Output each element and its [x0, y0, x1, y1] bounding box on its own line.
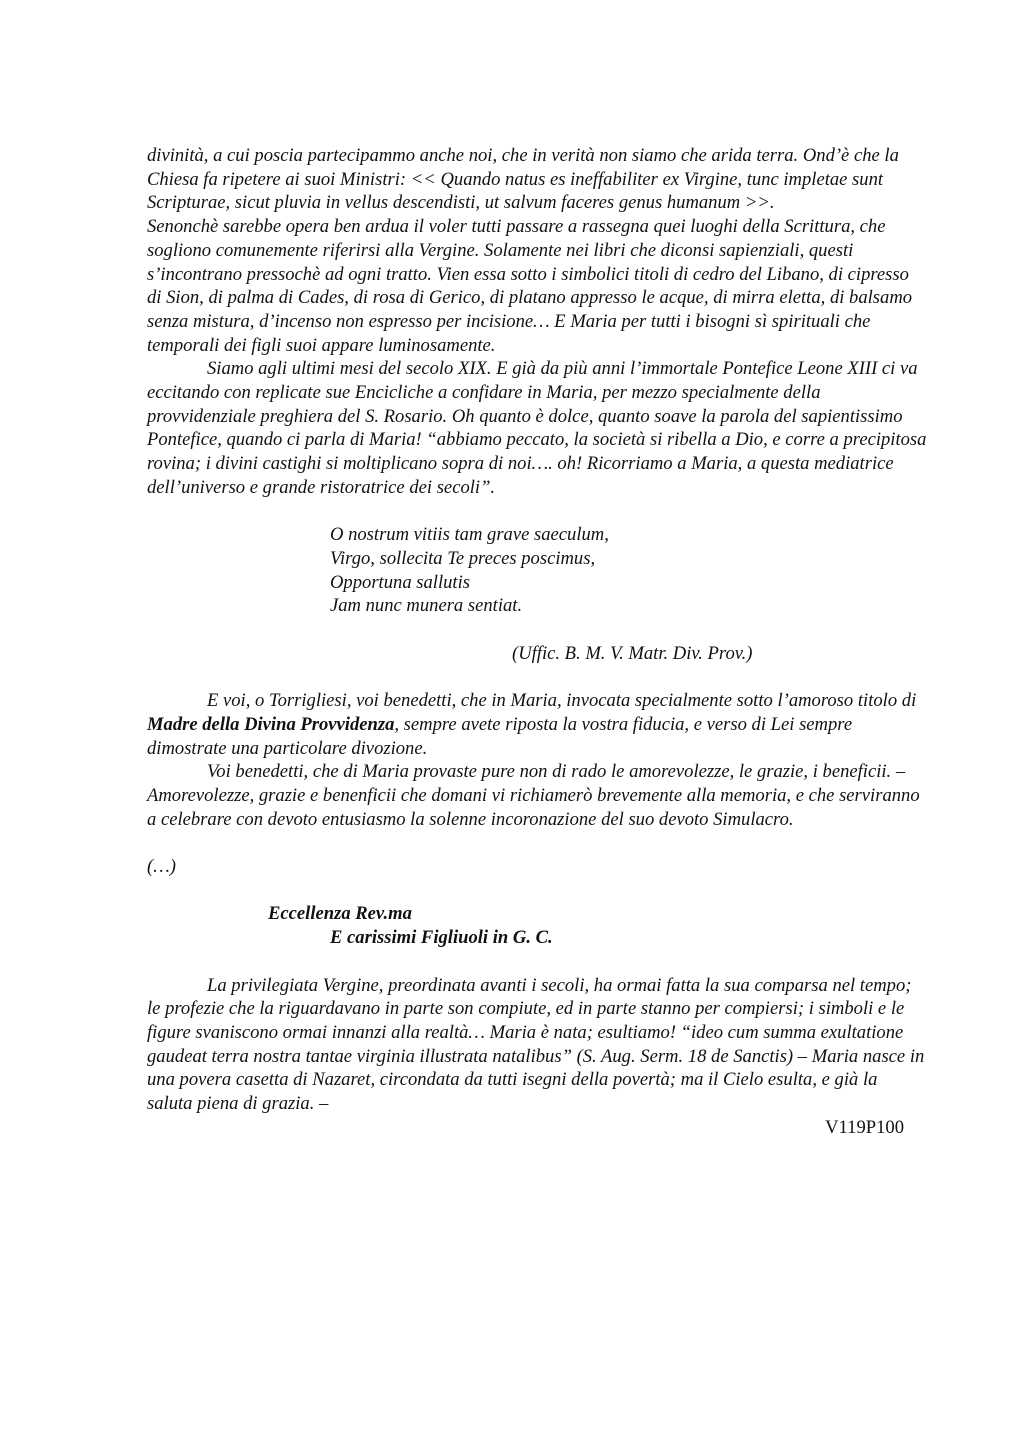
spacer [147, 665, 927, 689]
spacer [147, 500, 927, 524]
emphasis-title: Madre della Divina Provvidenza [147, 713, 395, 735]
paragraph-opening: divinità, a cui poscia partecipammo anche noi, che in verità non siamo che arida terra. Ond’è che la Chiesa fa ripetere ai suoi Ministri: << Quando natus es ineffabiliter ex Virgine, tunc impletae sunt Scripturae, sicut pluvia in vellus descendisti, ut salvum faceres genus humanum >>. [147, 145, 899, 214]
spacer [147, 618, 927, 642]
paragraph-text: E voi, o Torrigliesi, voi benedetti, che in Maria, invocata specialmente sotto l’amoroso titolo di [207, 690, 917, 712]
paragraph-text: , sempre avete riposta la vostra fiducia, e verso di Lei sempre dimostrate una particolare divozione. [147, 713, 853, 759]
spacer [147, 879, 927, 903]
verse-line: Virgo, sollecita Te preces poscimus, [330, 547, 596, 569]
address-line: E carissimi Figliuoli in G. C. [330, 927, 553, 949]
paragraph-scripture: Senonchè sarebbe opera ben ardua il voler tutti passare a rassegna quei luoghi della Scrittura, che sogliono comunemente riferirsi alla Vergine. Solamente nei libri che diconsi sapienziali, questi s’incontrano pressochè ad ogni tratto. Vien essa sotto i simbolici titoli di cedro del Libano, di cipresso di Sion, di palma di Cades, di rosa di Gerico, di platano appresso le acque, di mirra eletta, di balsamo senza mistura, d’incenso non espresso per incisione… E Maria per tutti i bisogni sì spirituali che temporali dei figli suoi appare luminosamente. [147, 216, 913, 356]
latin-verse [147, 523, 927, 618]
spacer [147, 831, 927, 855]
ellipsis-marker: (…) [147, 856, 176, 878]
paragraph-nativity: La privilegiata Vergine, preordinata avanti i secoli, ha ormai fatta la sua comparsa nel tempo; le profezie che la riguardavano in parte son compiute, ed in parte stanno per compiersi; i simboli e le figure svaniscono ormai innanzi alla realtà… Maria è nata; esultiamo! “ideo cum summa exultatione gaudeat terra nostra tantae virginia illustrata natalibus” (S. Aug. Serm. 18 de Sanctis) – Maria nasce in una povera casetta di Nazaret, circondata da tutti isegni della povertà; ma il Cielo esulta, e già la saluta piena di grazia. – [147, 974, 925, 1115]
verse-line: Jam nunc munera sentiat. [330, 595, 523, 617]
spacer [147, 950, 927, 974]
document-page [147, 144, 927, 1139]
paragraph-benedetti: Voi benedetti, che di Maria provaste pure non di rado le amorevolezze, le grazie, i beneficii. – Amorevolezze, grazie e benenficii che domani vi richiamerò brevemente alla memoria, e che serviranno a celebrare con devoto entusiasmo la solenne incoronazione del suo devoto Simulacro. [147, 761, 920, 830]
page-number: V119P100 [825, 1116, 904, 1138]
paragraph-torrigliesi [147, 689, 927, 760]
verse-line: O nostrum vitiis tam grave saeculum, [330, 524, 609, 546]
address-line: Eccellenza Rev.ma [268, 903, 412, 925]
paragraph-leone-xiii: Siamo agli ultimi mesi del secolo XIX. E già da più anni l’immortale Pontefice Leone XIII ci va eccitando con replicate sue Encicliche a confidare in Maria, per mezzo specialmente della provvidenziale preghiera del S. Rosario. Oh quanto è dolce, quanto soave la parola del sapientissimo Pontefice, quando ci parla di Maria! “abbiamo peccato, la società si ribella a Dio, e corre a precipitosa rovina; i divini castighi si moltiplicano sopra di noi…. oh! Ricorriamo a Maria, a questa mediatrice dell’universo e grande ristoratrice dei secoli”. [147, 358, 927, 498]
verse-source: (Uffic. B. M. V. Matr. Div. Prov.) [512, 642, 753, 664]
verse-line: Opportuna sallutis [330, 571, 470, 593]
